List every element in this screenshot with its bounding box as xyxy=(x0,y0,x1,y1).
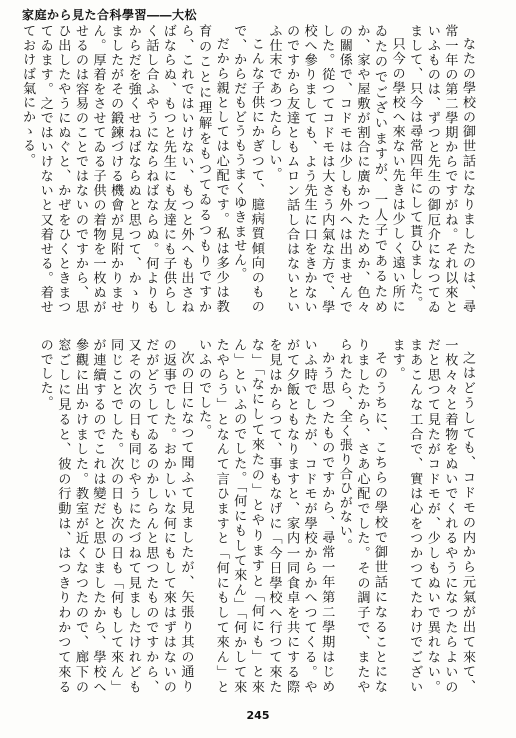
paragraph: そのうちに、こちらの學校で御世話になることになりましたから、さあ心配でした。その調子で、またやられたら、全く張り合ひがない。 xyxy=(336,338,388,694)
paragraph: かう思つたものですから、尋常一年第二學期はじめいふ時でしたが、コドモが學校からかへつてくる。やがて夕飯ともなりますと、家内一同食卓を共にする際を見はからつて、事もなげに「今日學校へ行つて來たな」「なにして來たの」とやりますと「何にも」と來ん」といふのでした。「何にもして來ん」「何かして來たやらう」となんて言ひますと「何にもして來ん」といふのでした。 xyxy=(196,338,335,694)
paragraph: 之はどうしても、コドモの内から元氣が出て來て、一枚々々と着物をぬいでくれるやうになつたらよいのだと思つて見たがコドモが、少しもぬいで異れない。まあこんな工合で、實は心をつかつてたわけでございます。 xyxy=(389,338,475,694)
paragraph: こんな子供にかぎつて、臆病質傾向のもので、からだもどうもうまくゆきません。 xyxy=(231,24,264,314)
paragraph: 次の日になつて聞ふて見ましたが、矢張り其の通りの返事でした。おかしいな何にもして來はずはないのだがどうしてゐるのかしらんと思つたものですから、又その次の日も同じやうにたづねて見ましたけれども同じことでした。次の日も次の日も「何もして來ん」が連續するのでこれは變だと思ひましたから、學校へ參觀に出かけました。教室が近くなつたので、廊下の窓ごしに見ると、彼の行動は、はつきりわかつて來るのでした。 xyxy=(37,338,194,694)
running-title: 家庭から見た合科學習――大松 xyxy=(22,8,198,22)
page-number: 245 xyxy=(246,709,270,722)
text-column-bottom xyxy=(36,338,476,694)
paragraph: だから親としては心配です。私は多少は教育のことに理解をもつてゐるつもりですから、これではいけない、もつと外へも出さねばならぬ、もつと先生にも友達にも子供らしく話し合ふやうにならねばならぬ。何よりもからだを強くせねばならぬと思つて、かゝりましたがその鍛鍊づける機會が見附かりません。厚着をさせてゐる子供の着物を一枚ぬがせるのは容易のことではないのですから、思ひ出したやうにぬぐと、かぜをひくときまつてゐます。之ではいけないと又着せる。着せておけば氣にかゝる。 xyxy=(20,24,229,314)
text-column-top xyxy=(20,24,476,314)
paragraph: なたの學校の御世話になりましたのは、尋常一年の第二學期からですがね。それ以來といふものは、ずつと先生の御厄介になつてゐまして、只今は尋常四年にして貰ひました。 xyxy=(407,24,475,314)
paragraph: 只今の學校へ來ない先きは少しく遠い所にゐたのでございますが、一人子であるためか、家や屋敷が割合に廣かつたためか、色々の關係で、コドモは少しも外へは出ませんでした。從つてコドモは大さう内氣な方で、學校へ參りましても、よう先生に口をきかないのですから友達ともムロン話し合はないといふ仕末であつたらしい。 xyxy=(266,24,405,314)
